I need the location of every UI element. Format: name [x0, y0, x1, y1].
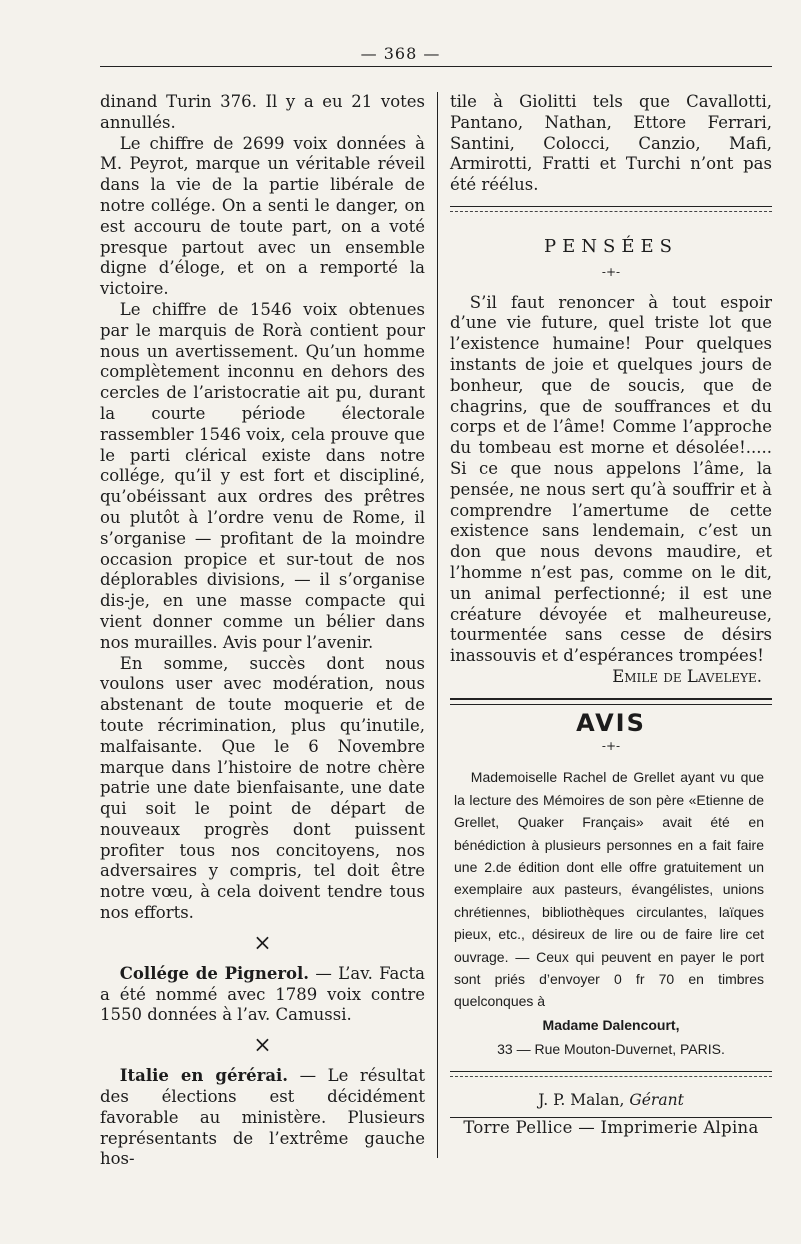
- wavy-rule: [450, 206, 772, 215]
- italie-heading: Italie en gérérai.: [119, 1066, 289, 1086]
- right-column: [450, 92, 772, 1138]
- gerant-role: Gérant: [629, 1090, 684, 1109]
- wavy-rule: [450, 1071, 772, 1080]
- avis-text: Mademoiselle Rachel de Grellet ayant vu que la lecture des Mémoires de son père «Etienne de Grellet, Quaker Français» avait été en bénédiction à plusieurs personnes en a fait faire une 2.de édition dont elle offre gratuitement un exemplaire aux pasteurs, évangélistes, unions chrétiennes, bibliothèques circulantes, laïques pieux, etc., désireux de lire ou de faire lire cet ouvrage. — Ceux qui peuvent en payer le port sont priés d’envoyer 0 fr 70 en timbres quelconques à: [454, 769, 764, 1010]
- pensees-text: S’il faut renoncer à tout espoir d’une vie future, quel triste lot que l’existence humaine! Pour quelques instants de joie et quelques jours de bonheur, que de soucis, que de chagrins, que de souffrances et du corps et de l’âme! Comme l’approche du tombeau est morne et désolée!..... Si ce que nous appelons l’âme, la pensée, ne nous sert qu’à souffrir et à comprendre l’amertume de cette existence sans lendemain, c’est un don que nous devons maudire, et l’homme n’est pas, comme on le dit, un animal perfectionné; il est une créature dévoyée et malheureuse, tourmentée sans cesse de désirs inassouvis et d’espérances trompées!: [450, 292, 772, 666]
- pensees-author: Emile de Laveleye.: [612, 666, 762, 686]
- pensees-title: PENSÉES: [544, 235, 678, 257]
- rora-paragraph: Le chiffre de 1546 voix obtenues par le marquis de Rorà contient pour nous un avertissement. Qu’un homme complètement inconnu en dehors des cercles de l’aristocratie ait pu, durant la courte période électorale rassembler 1546 voix, cela prouve que le parti clérical existe dans notre collége, qu’il y est fort et discipliné, qu’obéissant aux ordres des prêtres ou plutôt à l’ordre venu de Rome, il s’organise — profitant de la moindre occasion propice et sur-tout de nos déplorables divisions, — il s’organise dis-je, en une masse compacte qui vient donner comme un bélier dans nos murailles. Avis pour l’avenir.: [100, 299, 425, 652]
- pignerol-paragraph: [100, 964, 425, 1026]
- page-number: — 368 —: [360, 44, 441, 63]
- avis-title: AVIS: [576, 708, 646, 737]
- pignerol-text: — L’av. Facta a été nommé avec 1789 voix contre 1550 données à l’av. Camussi.: [100, 963, 425, 1025]
- gerant-line: [450, 1090, 772, 1111]
- ornament: -+-: [601, 264, 621, 279]
- header-rule: [100, 66, 772, 67]
- pignerol-heading: Collége de Pignerol.: [119, 963, 310, 983]
- printer-imprint: Torre Pellice — Imprimerie Alpina: [463, 1117, 759, 1137]
- column-divider: [437, 92, 438, 1158]
- section-separator: ×: [253, 930, 272, 956]
- left-column: [100, 92, 425, 1170]
- election-paragraph-continued: dinand Turin 376. Il y a eu 21 votes annullés.: [100, 92, 425, 132]
- double-rule: [450, 698, 772, 705]
- avis-contact-name: Madame Dalencourt,: [542, 1016, 680, 1033]
- gerant-name: J. P. Malan,: [538, 1090, 625, 1109]
- ornament: -+-: [601, 738, 621, 753]
- avis-address: 33 — Rue Mouton-Duvernet, PARIS.: [497, 1040, 725, 1057]
- peyrot-paragraph: Le chiffre de 2699 voix données à M. Peyrot, marque un véritable réveil dans la vie de la partie libérale de notre collége. On a senti le danger, on est accouru de toute part, on a voté presque partout avec un ensemble digne d’éloge, et on a remporté la victoire.: [100, 133, 425, 299]
- italie-text: — Le résultat des élections est décidément favorable au ministère. Plusieurs représentants de l’extrême gauche hos-: [100, 1066, 426, 1169]
- italie-paragraph: [100, 1066, 425, 1170]
- section-separator: ×: [253, 1033, 272, 1059]
- conclusion-paragraph: En somme, succès dont nous voulons user avec modération, nous abstenant de toute moquerie et de toute récrimination, plus qu’inutile, malfaisante. Que le 6 Novembre marque dans l’histoire de notre chère patrie une date bienfaisante, une date qui soit le point de départ de nouveaux progrès dont puissent profiter tous nos concitoyens, nos adversaires y compris, tel doit être notre vœu, à cela doivent tendre tous nos efforts.: [100, 653, 425, 923]
- italie-paragraph-continued: tile à Giolitti tels que Cavallotti, Pantano, Nathan, Ettore Ferrari, Santini, Colocci, Canzio, Mafi, Armirotti, Fratti et Turchi n’ont pas été réélus.: [450, 92, 772, 195]
